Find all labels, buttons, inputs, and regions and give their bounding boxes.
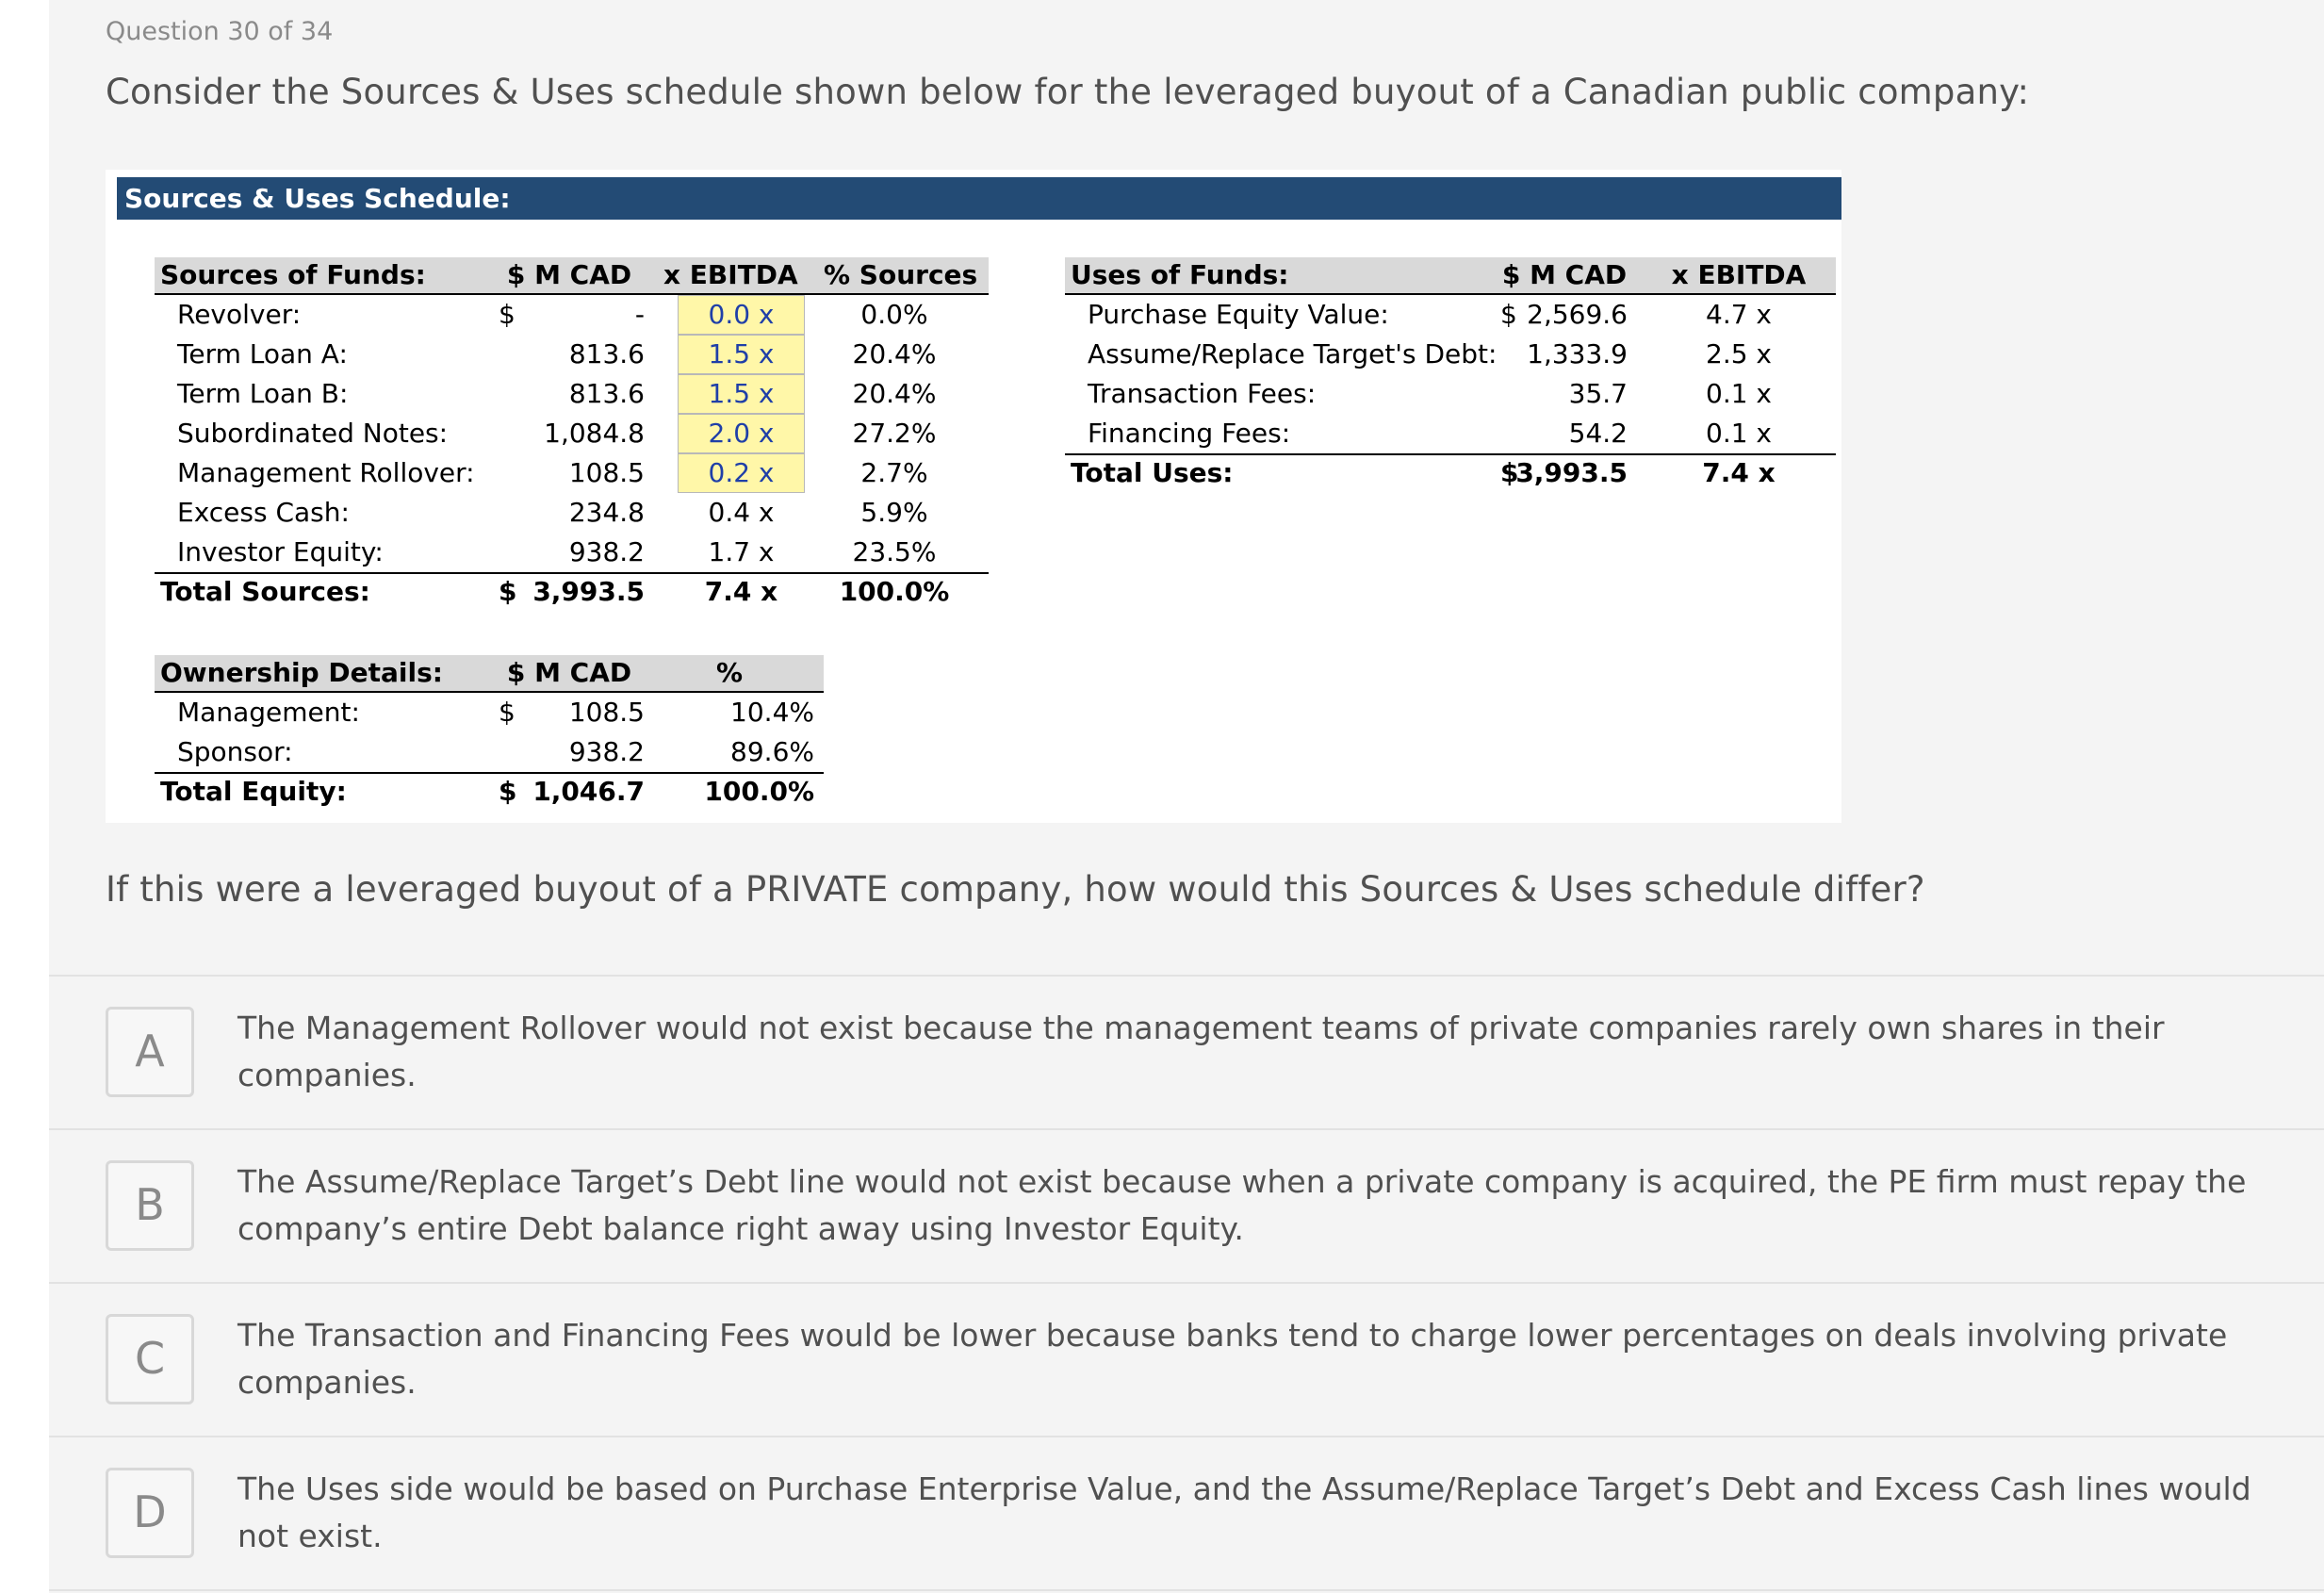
use-label: Financing Fees:	[1088, 418, 1291, 449]
use-label: Assume/Replace Target's Debt:	[1088, 338, 1498, 370]
use-value: 54.2	[1568, 418, 1628, 449]
source-label: Term Loan A:	[177, 338, 348, 370]
uses-total-value: 3,993.5	[1515, 457, 1628, 488]
ownership-header-mcad: $ M CAD	[506, 657, 632, 688]
uses-total-ebitda: 7.4 x	[1702, 457, 1776, 488]
source-pct: 2.7%	[860, 457, 928, 488]
ownership-total-value: 1,046.7	[532, 776, 645, 807]
answer-option-c[interactable]	[49, 1284, 2324, 1435]
source-label: Subordinated Notes:	[177, 418, 449, 449]
source-ebitda: 0.2 x	[708, 457, 775, 488]
source-ebitda: 0.0 x	[708, 299, 775, 330]
use-value: 35.7	[1568, 378, 1628, 409]
use-label: Transaction Fees:	[1088, 378, 1317, 409]
uses-header-mcad: $ M CAD	[1501, 259, 1628, 290]
source-value: 813.6	[568, 378, 645, 409]
sources-header-pct: % Sources	[824, 259, 978, 290]
source-value: 813.6	[568, 338, 645, 370]
option-letter-a[interactable]: A	[106, 1007, 194, 1097]
ownership-label: Management:	[177, 697, 360, 728]
source-value: 234.8	[568, 497, 645, 528]
option-text-b[interactable]: The Assume/Replace Target’s Debt line would not exist because when a private company is acquired, the PE firm must repay the company’s entire Debt balance right away using Investor Equity.	[237, 1163, 2247, 1247]
use-ebitda: 2.5 x	[1706, 338, 1772, 370]
option-text-d[interactable]: The Uses side would be based on Purchase Enterprise Value, and the Assume/Replace Target’s Debt and Excess Cash lines would not exist.	[237, 1470, 2251, 1554]
uses-header-label: Uses of Funds:	[1071, 259, 1289, 290]
source-label: Revolver:	[177, 299, 302, 330]
source-pct: 0.0%	[860, 299, 928, 330]
ownership-value: 938.2	[568, 736, 645, 767]
source-ebitda: 1.7 x	[708, 536, 775, 567]
sources-total-pct: 100.0%	[839, 576, 950, 607]
option-letter-b[interactable]: B	[106, 1160, 194, 1251]
uses-header-ebitda: x EBITDA	[1671, 259, 1807, 290]
source-ebitda: 0.4 x	[708, 497, 775, 528]
sources-total-value: 3,993.5	[532, 576, 645, 607]
source-pct: 27.2%	[852, 418, 937, 449]
option-letter-d[interactable]: D	[106, 1468, 194, 1558]
ownership-header-label: Ownership Details:	[160, 657, 443, 688]
source-ebitda: 2.0 x	[708, 418, 775, 449]
uses-total-label: Total Uses:	[1071, 457, 1234, 488]
question-follow-up: If this were a leveraged buyout of a PRIVATE company, how would this Sources & Uses schedule differ?	[106, 869, 1925, 910]
sources-table	[155, 257, 989, 616]
source-pct: 5.9%	[860, 497, 928, 528]
option-divider	[49, 1589, 2324, 1591]
uses-total-dollar: $	[1500, 457, 1519, 488]
source-value: 108.5	[568, 457, 645, 488]
ownership-total-dollar: $	[499, 776, 517, 807]
source-label: Term Loan B:	[177, 378, 349, 409]
source-ebitda: 1.5 x	[708, 378, 775, 409]
source-value: 1,084.8	[544, 418, 645, 449]
ownership-total-pct: 100.0%	[704, 776, 814, 807]
use-ebitda: 4.7 x	[1706, 299, 1772, 330]
uses-table	[1065, 257, 1836, 488]
source-value: -	[634, 299, 645, 330]
option-letter-c[interactable]: C	[106, 1314, 194, 1404]
sources-header-label: Sources of Funds:	[160, 259, 426, 290]
ownership-pct: 89.6%	[730, 736, 814, 767]
use-value: 2,569.6	[1527, 299, 1628, 330]
question-prompt: Consider the Sources & Uses schedule shown below for the leveraged buyout of a Canadian public company:	[106, 72, 2030, 112]
sources-total-ebitda: 7.4 x	[704, 576, 778, 607]
question-counter: Question 30 of 34	[106, 17, 334, 46]
ownership-label: Sponsor:	[177, 736, 293, 767]
ownership-value: 108.5	[568, 697, 645, 728]
use-value: 1,333.9	[1527, 338, 1628, 370]
answer-option-a[interactable]	[49, 977, 2324, 1127]
ownership-dollar: $	[499, 697, 516, 728]
use-ebitda: 0.1 x	[1706, 418, 1772, 449]
use-ebitda: 0.1 x	[1706, 378, 1772, 409]
ownership-table	[155, 655, 824, 815]
source-label: Investor Equity:	[177, 536, 384, 567]
sources-header-mcad: $ M CAD	[506, 259, 632, 290]
source-ebitda: 1.5 x	[708, 338, 775, 370]
use-dollar: $	[1500, 299, 1517, 330]
source-dollar: $	[499, 299, 516, 330]
option-text-a[interactable]: The Management Rollover would not exist because the management teams of private companies rarely own shares in their companies.	[237, 1010, 2165, 1093]
ownership-pct: 10.4%	[730, 697, 814, 728]
source-pct: 23.5%	[852, 536, 937, 567]
ownership-total-label: Total Equity:	[160, 776, 347, 807]
use-label: Purchase Equity Value:	[1088, 299, 1389, 330]
sources-header-ebitda: x EBITDA	[663, 259, 798, 290]
source-value: 938.2	[568, 536, 645, 567]
sources-total-label: Total Sources:	[160, 576, 370, 607]
source-label: Excess Cash:	[177, 497, 350, 528]
source-label: Management Rollover:	[177, 457, 475, 488]
answer-option-d[interactable]	[49, 1437, 2324, 1588]
source-pct: 20.4%	[852, 378, 937, 409]
sources-total-dollar: $	[499, 576, 517, 607]
source-pct: 20.4%	[852, 338, 937, 370]
schedule-banner: Sources & Uses Schedule:	[117, 177, 1841, 220]
sources-uses-schedule	[106, 170, 1841, 823]
option-text-c[interactable]: The Transaction and Financing Fees would be lower because banks tend to charge lower percentages on deals involving private companies.	[237, 1317, 2228, 1401]
ownership-header-pct: %	[715, 657, 744, 688]
answer-option-b[interactable]	[49, 1130, 2324, 1281]
